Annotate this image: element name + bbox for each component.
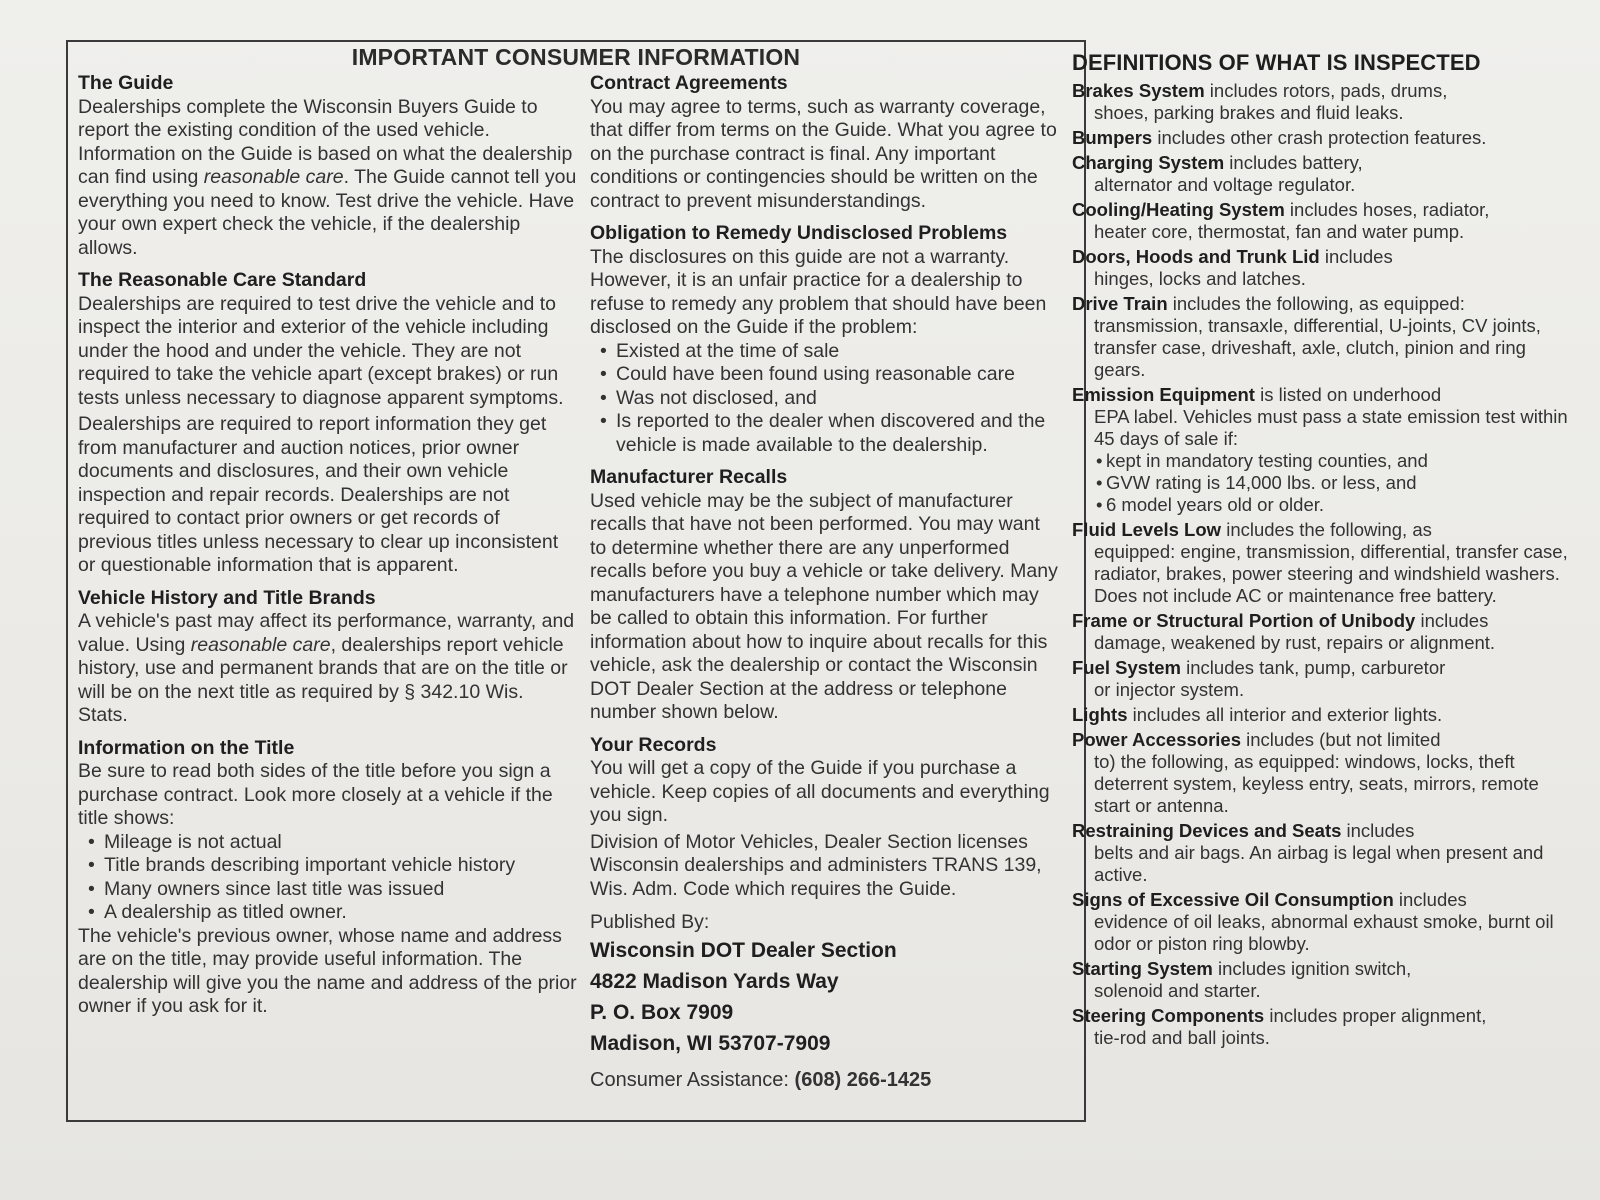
definition-power-accessories [1072, 729, 1572, 817]
definitions-title: DEFINITIONS OF WHAT IS INSPECTED [1072, 50, 1481, 75]
definition-text: includes the following, as [1221, 519, 1432, 540]
list-item: • 6 model years old or older. [1096, 494, 1572, 516]
list-item: • Many owners since last title was issued [88, 878, 578, 902]
records-paragraph-2: Division of Motor Vehicles, Dealer Section licenses Wisconsin dealerships and administers TRANS 139, Wis. Adm. Code which requires the Guide. [590, 830, 1042, 900]
definition-term: Brakes System [1072, 80, 1205, 101]
care-paragraph-1: Dealerships are required to test drive the vehicle and to inspect the interior and exterior of the vehicle including under the hood and under the vehicle. They are not required to take the vehicle apart (except brakes) or run tests unless necessary to diagnose apparent symptoms. [78, 292, 564, 409]
title-info-bullets [78, 831, 578, 925]
definition-restraining-devices [1072, 820, 1572, 886]
definition-brakes [1072, 80, 1572, 124]
definition-text: includes rotors, pads, drums, [1204, 80, 1448, 101]
definition-term: Doors, Hoods and Trunk Lid [1072, 246, 1320, 267]
recalls-text: Used vehicle may be the subject of manufacturer recalls that have not been performed. You may want to determine whether there are any unperformed recalls before you buy a vehicle or take delivery. Many manufacturers have a telephone number which may be called to obtain this information. For further information about how to inquire about recalls for this vehicle, ask the dealership or contact the Wisconsin DOT Dealer Section at the address or telephone number shown below. [590, 489, 1058, 723]
middle-column [590, 72, 1060, 1092]
heading-vehicle-history: Vehicle History and Title Brands [78, 586, 376, 609]
published-label: Published By: [590, 911, 710, 933]
guide-text-em: reasonable care [203, 166, 344, 188]
definition-continuation: hinges, locks and latches. [1094, 268, 1306, 289]
definition-term: Fluid Levels Low [1072, 519, 1222, 540]
definition-continuation: evidence of oil leaks, abnormal exhaust smoke, burnt oil odor or piston ring blowby. [1094, 911, 1554, 954]
definition-continuation: tie-rod and ball joints. [1094, 1027, 1270, 1048]
definition-fluid-levels [1072, 519, 1572, 607]
history-text-b: , dealerships report vehicle history, use and permanent brands that are on the title or will be on the next title as required by § 342.10 Wis. Stats. [78, 633, 568, 726]
definition-drive-train [1072, 293, 1572, 381]
section-obligation [590, 222, 1060, 457]
list-item: • kept in mandatory testing counties, and [1096, 450, 1572, 472]
history-text-em: reasonable care [190, 633, 331, 656]
definition-lights [1072, 704, 1572, 726]
definition-term: Starting System [1072, 958, 1213, 979]
definition-text: includes [1319, 246, 1393, 267]
title-info-outro: The vehicle's previous owner, whose name and address are on the title, may provide useful information. The dealership will give you the name and address of the prior owner if you ask for it. [78, 924, 577, 1017]
definition-term: Signs of Excessive Oil Consumption [1072, 889, 1394, 910]
definition-starting-system [1072, 958, 1572, 1002]
publisher-po-box: P. O. Box 7909 [590, 1000, 734, 1024]
definition-continuation: to) the following, as equipped: windows, locks, theft deterrent system, keyless entry, seats, mirrors, remote start or antenna. [1094, 751, 1539, 816]
section-records [590, 734, 1060, 902]
heading-guide: The Guide [78, 72, 174, 94]
definition-continuation: or injector system. [1094, 679, 1245, 700]
list-item: • GVW rating is 14,000 lbs. or less, and [1096, 472, 1572, 494]
definition-text: includes [1393, 889, 1467, 910]
definition-fuel-system [1072, 657, 1572, 701]
care-paragraph-2: Dealerships are required to report information they get from manufacturer and auction notices, prior owner documents and disclosures, and their own vehicle inspection and repair records. Dealerships are not required to contact prior owners or get records of previous titles unless necessary to clear up inconsistent or questionable information that is apparent. [78, 413, 559, 576]
records-paragraph-1: You will get a copy of the Guide if you purchase a vehicle. Keep copies of all documents and everything you sign. [590, 757, 1050, 826]
definition-continuation: equipped: engine, transmission, differential, transfer case, radiator, brakes, power steering and windshield washers. Does not include AC or maintenance free battery. [1094, 541, 1568, 606]
definition-bumpers [1072, 127, 1572, 149]
definition-term: Cooling/Heating System [1072, 199, 1285, 220]
definition-term: Drive Train [1072, 293, 1168, 314]
definition-oil-consumption [1072, 889, 1572, 955]
definition-doors-hoods [1072, 246, 1572, 290]
guide-text-b: . The Guide cannot tell you everything you need to know. Test drive the vehicle. Have your own expert check the vehicle, if the dealership allows. [78, 166, 577, 259]
heading-contract: Contract Agreements [590, 72, 788, 94]
list-item: • Title brands describing important vehicle history [88, 854, 578, 878]
published-by-block [590, 911, 1060, 1092]
list-item: • Existed at the time of sale [600, 340, 1060, 364]
definition-term: Lights [1072, 704, 1128, 725]
publisher-name: Wisconsin DOT Dealer Section [590, 938, 897, 962]
definition-continuation: alternator and voltage regulator. [1094, 174, 1356, 195]
definition-term: Charging System [1072, 152, 1225, 173]
box-title: IMPORTANT CONSUMER INFORMATION [351, 44, 801, 70]
definition-text: includes other crash protection features. [1152, 127, 1487, 148]
guide-text [78, 96, 578, 261]
definition-text: includes ignition switch, [1212, 958, 1412, 979]
section-guide [78, 72, 578, 260]
definition-frame [1072, 610, 1572, 654]
definition-steering [1072, 1005, 1572, 1049]
definition-continuation: solenoid and starter. [1094, 980, 1261, 1001]
heading-recalls: Manufacturer Recalls [590, 466, 788, 488]
publisher-city: Madison, WI 53707-7909 [590, 1031, 831, 1055]
definition-text: includes [1341, 820, 1415, 841]
definition-term: Emission Equipment [1072, 384, 1255, 405]
history-text [78, 610, 578, 728]
definition-text: includes all interior and exterior lights. [1127, 704, 1443, 725]
section-vehicle-history [78, 587, 578, 728]
definition-text: includes proper alignment, [1264, 1005, 1487, 1026]
definition-charging [1072, 152, 1572, 196]
history-text-a: A vehicle's past may affect its performance, warranty, and value. Using [78, 610, 575, 656]
consumer-assistance-label: Consumer Assistance: [590, 1068, 795, 1091]
definition-text: includes the following, as equipped: [1167, 293, 1465, 314]
definition-emission [1072, 384, 1572, 516]
definition-text: includes battery, [1224, 152, 1363, 173]
consumer-assistance [590, 1069, 1060, 1093]
emission-bullets [1072, 450, 1572, 516]
heading-reasonable-care: The Reasonable Care Standard [78, 269, 367, 291]
heading-title-info: Information on the Title [78, 736, 295, 759]
definition-term: Power Accessories [1072, 729, 1241, 750]
definition-continuation: heater core, thermostat, fan and water pump. [1094, 221, 1465, 242]
definition-continuation: shoes, parking brakes and fluid leaks. [1094, 102, 1404, 123]
definition-term: Frame or Structural Portion of Unibody [1072, 610, 1416, 631]
definition-continuation: belts and air bags. An airbag is legal when present and active. [1094, 842, 1544, 885]
guide-text-a: Dealerships complete the Wisconsin Buyers Guide to report the existing condition of the used vehicle. Information on the Guide is based on what the dealership can find using [78, 95, 573, 188]
section-contract [590, 72, 1060, 213]
list-item: • Was not disclosed, and [600, 387, 1060, 411]
definition-term: Steering Components [1072, 1005, 1265, 1026]
heading-obligation: Obligation to Remedy Undisclosed Problems [590, 222, 1008, 244]
definition-text: includes [1415, 610, 1489, 631]
heading-records: Your Records [590, 733, 717, 756]
contract-text: You may agree to terms, such as warranty coverage, that differ from terms on the Guide. What you agree to on the purchase contract is final. Any important conditions or contingencies should be written on the contract to prevent misunderstandings. [590, 95, 1057, 212]
definition-text: includes hoses, radiator, [1284, 199, 1490, 220]
definition-term: Fuel System [1072, 657, 1181, 678]
left-column [78, 72, 578, 1028]
section-recalls [590, 466, 1060, 725]
section-title-info [78, 737, 578, 1019]
obligation-text: The disclosures on this guide are not a warranty. However, it is an unfair practice for a dealership to refuse to remedy any problem that should have been disclosed on the Guide if the problem: [590, 245, 1047, 338]
definition-term: Bumpers [1072, 127, 1153, 148]
definitions-column [1072, 52, 1572, 1052]
section-reasonable-care [78, 269, 578, 578]
title-info-intro: Be sure to read both sides of the title before you sign a purchase contract. Look more closely at a vehicle if the title shows: [78, 760, 553, 829]
definition-continuation: transmission, transaxle, differential, U-joints, CV joints, transfer case, driveshaft, axle, clutch, pinion and ring gears. [1094, 315, 1541, 380]
list-item: • A dealership as titled owner. [88, 901, 578, 925]
obligation-bullets [590, 340, 1060, 458]
list-item: • Mileage is not actual [88, 831, 578, 855]
definition-term: Restraining Devices and Seats [1072, 820, 1342, 841]
definition-continuation: damage, weakened by rust, repairs or alignment. [1094, 632, 1496, 653]
definition-text: includes (but not limited [1241, 729, 1441, 750]
consumer-assistance-phone: (608) 266-1425 [794, 1068, 932, 1091]
list-item: • Is reported to the dealer when discovered and the vehicle is made available to the dealership. [600, 410, 1060, 457]
definition-text: is listed on underhood [1254, 384, 1442, 405]
definition-continuation: EPA label. Vehicles must pass a state emission test within 45 days of sale if: [1094, 406, 1568, 449]
list-item: • Could have been found using reasonable care [600, 363, 1060, 387]
definition-cooling-heating [1072, 199, 1572, 243]
publisher-street: 4822 Madison Yards Way [590, 969, 839, 993]
definition-text: includes tank, pump, carburetor [1181, 657, 1446, 678]
